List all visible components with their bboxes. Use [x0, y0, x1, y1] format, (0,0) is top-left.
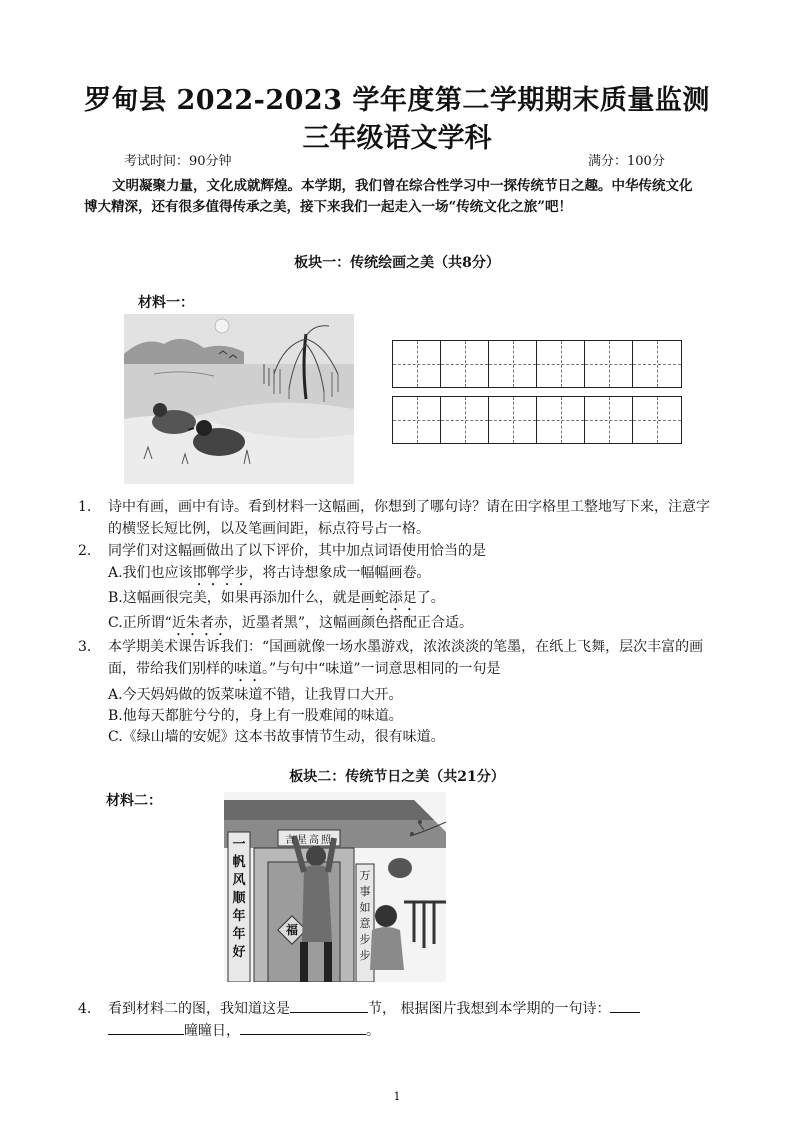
painting-svg	[124, 314, 354, 484]
page-number: 1	[393, 1090, 401, 1103]
q3-option-b[interactable]: B.他每天都脏兮兮的，身上有一股难闻的味道。	[108, 708, 403, 724]
question-text-part: 节， 根据图片我想到本学期的一句诗：	[368, 1001, 611, 1017]
left-couplet: 一帆风顺年年好	[232, 837, 246, 960]
option-text: ，将古诗想象成一幅幅画卷。	[248, 565, 431, 581]
grid-cell[interactable]	[633, 341, 681, 387]
grid-cell[interactable]	[441, 397, 489, 443]
q3-option-c[interactable]: C.《绿山墙的安妮》这本书故事情节生动，很有味道。	[108, 729, 445, 745]
material2-label: 材料二：	[106, 793, 162, 809]
poem-blank-2[interactable]	[240, 1020, 366, 1035]
option-text: C.正所谓“	[108, 615, 172, 631]
section2-title: 板块二：传统节日之美（共21分）	[289, 769, 505, 785]
question-number: 2.	[78, 543, 92, 559]
grid-row[interactable]	[392, 340, 682, 388]
question-text-part: 看到材料二的图，我知道这是	[108, 1001, 290, 1017]
grid-cell[interactable]	[537, 341, 585, 387]
mandarin-duck-painting	[124, 314, 354, 484]
question-text-part: 。	[366, 1023, 380, 1039]
grid-cell[interactable]	[585, 341, 633, 387]
writing-grid-row-1[interactable]	[392, 340, 682, 388]
dotted-word: 味道	[234, 661, 262, 677]
intro-paragraph: 文明凝聚力量，文化成就辉煌。本学期，我们曾在综合性学习中一探传统节日之趣。中华传统文化博大精深，还有很多值得传承之美，接下来我们一起走入一场“传统文化之旅”吧！	[84, 178, 693, 215]
question-number: 1.	[78, 499, 92, 515]
question-text: 诗中有画，画中有诗。看到材料一这幅画，你想到了哪句诗？请在田字格里工整地写下来，注意字的横竖长短比例，以及笔画间距，标点符号占一格。	[108, 499, 710, 537]
grid-cell[interactable]	[585, 397, 633, 443]
dotted-word: 近朱者赤	[171, 615, 228, 631]
poem-blank-1b[interactable]	[108, 1020, 184, 1035]
question-text	[108, 636, 720, 685]
q3-option-a[interactable]: A.今天妈妈做的饭菜味道不错，让我胃口大开。	[108, 687, 403, 703]
question-text: 同学们对这幅画做出了以下评价，其中加点词语使用恰当的是	[108, 543, 486, 559]
question-text-part: 。”与句中“味道”一词意思相同的一句是	[262, 661, 501, 677]
question-2	[78, 540, 720, 562]
festival-blank[interactable]	[290, 998, 368, 1013]
option-text: A.我们也应该	[108, 565, 193, 581]
question-4	[78, 998, 720, 1042]
right-couplet: 万事如意步步	[359, 869, 371, 962]
question-number: 4.	[78, 1001, 92, 1017]
grid-cell[interactable]	[537, 397, 585, 443]
dotted-word: 邯郸学步	[192, 565, 249, 581]
grid-row[interactable]	[392, 396, 682, 444]
grid-cell[interactable]	[393, 397, 441, 443]
spring-festival-illustration	[224, 792, 446, 982]
poem-blank-1a[interactable]	[610, 998, 640, 1013]
writing-grid-row-2[interactable]	[392, 396, 682, 444]
grid-cell[interactable]	[393, 341, 441, 387]
question-text-part: 曈曈日，	[184, 1023, 240, 1039]
exam-title: 罗甸县 2022-2023 学年度第二学期期末质量监测	[84, 85, 710, 116]
dotted-word: 画蛇添足	[360, 590, 417, 606]
grid-cell[interactable]	[441, 341, 489, 387]
grid-cell[interactable]	[633, 397, 681, 443]
exam-subtitle: 三年级语文学科	[302, 123, 492, 154]
question-1	[78, 496, 720, 540]
question-number: 3.	[78, 639, 92, 655]
q2-option-b[interactable]	[108, 587, 445, 614]
question-text-part: 本学期美术课告诉我们：“国画就像一场水墨游戏，浓浓淡淡的笔墨，在纸上飞舞，层次丰富的画面，带给我们别样的	[108, 639, 704, 677]
option-text: ，近墨者黑”，这幅画颜色搭配正合适。	[227, 615, 473, 631]
grid-cell[interactable]	[489, 341, 537, 387]
grid-cell[interactable]	[489, 397, 537, 443]
q2-option-a[interactable]	[108, 562, 431, 589]
question-3	[78, 636, 720, 685]
section1-title: 板块一：传统绘画之美（共8分）	[294, 255, 500, 271]
option-text: 了。	[416, 590, 445, 606]
door-banner: 吉星高照	[285, 835, 333, 846]
q2-option-c[interactable]	[108, 612, 473, 639]
fu-character: 福	[285, 923, 298, 937]
exam-time: 考试时间：90分钟	[124, 154, 232, 169]
option-text: B.这幅画很完美，如果再添加什么，就是	[108, 590, 361, 606]
full-score: 满分：100分	[588, 154, 665, 169]
festival-svg	[224, 792, 446, 982]
question-text	[108, 998, 720, 1042]
material1-label: 材料一：	[138, 295, 194, 311]
